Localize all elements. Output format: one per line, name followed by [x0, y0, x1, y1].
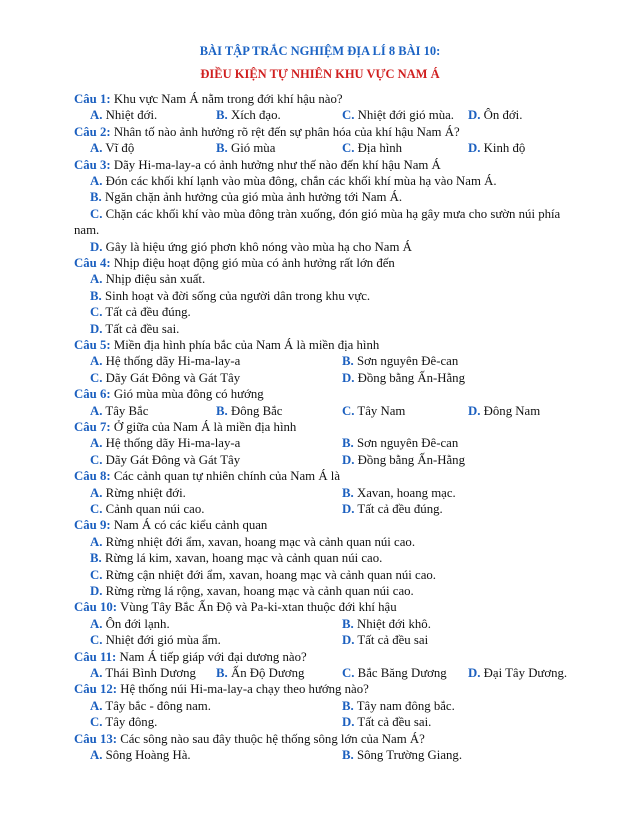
option-c: C. Tây Nam — [342, 403, 406, 418]
question-5 — [74, 337, 594, 386]
question-1 — [74, 91, 594, 124]
option-a: A. Nhịp điệu sản xuất. — [90, 272, 206, 287]
question-number: Câu 3: — [74, 157, 111, 172]
option-a: A. Sông Hoàng Hà. — [90, 748, 191, 763]
option-b: B. Xavan, hoang mạc. — [342, 485, 456, 500]
question-text: Ở giữa của Nam Á là miền địa hình — [110, 420, 297, 435]
question-9 — [74, 517, 594, 599]
question-number: Câu 4: — [74, 256, 111, 271]
option-b: B. Sinh hoạt và đời sống của người dân trong khu vực. — [90, 288, 371, 303]
option-c-continuation: nam. — [74, 223, 100, 238]
option-a: A. Hệ thống dãy Hi-ma-lay-a — [90, 436, 241, 451]
option-a: A. Rừng nhiệt đới. — [90, 485, 186, 500]
question-7 — [74, 419, 594, 468]
option-a: A. Nhiệt đới. — [90, 108, 158, 123]
options-row — [74, 353, 594, 369]
option-c: C. Địa hình — [342, 141, 403, 156]
question-text: Các sông nào sau đây thuộc hệ thống sông lớn của Nam Á? — [117, 731, 425, 746]
options-row — [74, 747, 594, 763]
question-number: Câu 2: — [74, 124, 111, 139]
question-2 — [74, 124, 594, 157]
option-d: D. Đông Nam — [468, 403, 541, 418]
question-number: Câu 1: — [74, 92, 111, 106]
question-text: Hệ thống núi Hi-ma-lay-a chạy theo hướng nào? — [117, 682, 369, 697]
option-d: D. Kinh độ — [468, 141, 526, 156]
option-b: B. Tây nam đông bắc. — [342, 698, 455, 713]
option-d: D. Rừng rừng lá rộng, xavan, hoang mạc và cảnh quan núi cao. — [90, 584, 414, 599]
option-c: C. Bắc Băng Dương — [342, 666, 447, 681]
option-c: C. Dãy Gát Đông và Gát Tây — [90, 452, 241, 467]
option-a: A. Hệ thống dãy Hi-ma-lay-a — [90, 354, 241, 369]
option-b: B. Sơn nguyên Đê-can — [342, 354, 459, 369]
question-number: Câu 13: — [74, 731, 118, 746]
options-row — [74, 370, 594, 386]
question-text: Vùng Tây Bắc Ấn Độ và Pa-ki-xtan thuộc đới khí hậu — [117, 600, 397, 615]
option-c: C. Dãy Gát Đông và Gát Tây — [90, 370, 241, 385]
question-10 — [74, 599, 594, 648]
question-text: Dãy Hi-ma-lay-a có ảnh hưởng như thế nào đến khí hậu Nam Á — [110, 157, 441, 172]
option-b: B. Đông Bắc — [216, 403, 283, 418]
option-b: B. Sơn nguyên Đê-can — [342, 436, 459, 451]
option-a: A. Tây bắc - đông nam. — [90, 698, 211, 713]
question-text: Khu vực Nam Á nằm trong đới khí hậu nào? — [110, 92, 343, 106]
question-text: Nam Á có các kiểu cảnh quan — [110, 518, 268, 533]
option-c: C. Cảnh quan núi cao. — [90, 502, 205, 517]
option-b: B. Ấn Độ Dương — [216, 666, 305, 681]
option-a: A. Vĩ độ — [90, 141, 135, 156]
question-text: Các cảnh quan tự nhiên chính của Nam Á là — [110, 469, 341, 484]
option-d: D. Tất cả đều sai. — [90, 321, 180, 336]
option-b: B. Nhiệt đới khô. — [342, 616, 431, 631]
option-b: B. Gió mùa — [216, 141, 276, 156]
option-a: A. Tây Bắc — [90, 403, 149, 418]
question-number: Câu 10: — [74, 600, 118, 615]
option-d: D. Ôn đới. — [468, 108, 523, 123]
option-c: C. Chặn các khối khí vào mùa đông tràn xuống, đón gió mùa hạ gây mưa cho sườn núi phía — [90, 206, 561, 221]
question-text: Nhân tố nào ảnh hưởng rõ rệt đến sự phân hóa của khí hậu Nam Á? — [110, 124, 460, 139]
option-d: D. Đồng bằng Ấn-Hằng — [342, 452, 465, 467]
option-c: C. Tây đông. — [90, 715, 158, 730]
question-number: Câu 5: — [74, 338, 111, 353]
question-text: Nam Á tiếp giáp với đại dương nào? — [116, 649, 307, 664]
options-row — [74, 140, 594, 156]
question-text: Gió mùa mùa đông có hướng — [110, 387, 264, 402]
option-a: A. Ôn đới lạnh. — [90, 616, 170, 631]
option-d: D. Tất cả đều đúng. — [342, 502, 443, 517]
option-d: D. Đồng bằng Ấn-Hằng — [342, 370, 465, 385]
question-11 — [74, 649, 594, 682]
option-d: D. Tất cả đều sai — [342, 633, 429, 648]
options-row — [74, 616, 594, 632]
option-c: C. Rừng cận nhiệt đới ẩm, xavan, hoang mạc và cảnh quan núi cao. — [90, 567, 436, 582]
question-12 — [74, 681, 594, 730]
option-c: C. Nhiệt đới gió mùa ẩm. — [90, 633, 221, 648]
option-b: B. Xích đạo. — [216, 108, 281, 123]
options-row — [74, 501, 594, 517]
question-number: Câu 7: — [74, 420, 111, 435]
option-d: D. Tất cả đều sai. — [342, 715, 432, 730]
question-number: Câu 11: — [74, 649, 117, 664]
question-6 — [74, 386, 594, 419]
option-c: C. Nhiệt đới gió mùa. — [342, 108, 454, 123]
option-b: B. Rừng lá kim, xavan, hoang mạc và cảnh quan núi cao. — [90, 551, 383, 566]
option-b: B. Ngăn chặn ảnh hưởng của gió mùa ảnh hưởng tới Nam Á. — [90, 190, 403, 205]
options-row — [74, 485, 594, 501]
options-row — [74, 632, 594, 648]
option-d: D. Đại Tây Dương. — [468, 666, 568, 681]
question-number: Câu 9: — [74, 518, 111, 533]
options-row — [74, 714, 594, 730]
option-b: B. Sông Trường Giang. — [342, 748, 463, 763]
option-a: A. Đón các khối khí lạnh vào mùa đông, chắn các khối khí mùa hạ vào Nam Á. — [90, 174, 497, 188]
options-row — [74, 452, 594, 468]
question-number: Câu 6: — [74, 387, 111, 402]
question-text: Miền địa hình phía bắc của Nam Á là miền địa hình — [110, 338, 380, 353]
document-subtitle: ĐIỀU KIỆN TỰ NHIÊN KHU VỰC NAM Á — [200, 67, 440, 81]
question-list — [74, 91, 594, 763]
options-row — [74, 698, 594, 714]
options-row — [74, 435, 594, 451]
options-row — [74, 107, 594, 123]
option-d: D. Gây là hiệu ứng gió phơn khô nóng vào mùa hạ cho Nam Á — [90, 239, 412, 254]
question-number: Câu 12: — [74, 682, 118, 697]
question-text: Nhịp điệu hoạt động gió mùa có ảnh hưởng rất lớn đến — [110, 256, 395, 271]
document-title: BÀI TẬP TRẮC NGHIỆM ĐỊA LÍ 8 BÀI 10: — [199, 44, 441, 58]
option-a: A. Thái Bình Dương — [90, 666, 196, 681]
question-number: Câu 8: — [74, 469, 111, 484]
options-row — [74, 665, 594, 681]
question-13 — [74, 731, 594, 764]
question-4 — [74, 255, 594, 337]
options-row — [74, 403, 594, 419]
question-3 — [74, 157, 594, 255]
option-c: C. Tất cả đều đúng. — [90, 305, 191, 320]
question-8 — [74, 468, 594, 517]
option-a: A. Rừng nhiệt đới ẩm, xavan, hoang mạc và cảnh quan núi cao. — [90, 534, 416, 549]
